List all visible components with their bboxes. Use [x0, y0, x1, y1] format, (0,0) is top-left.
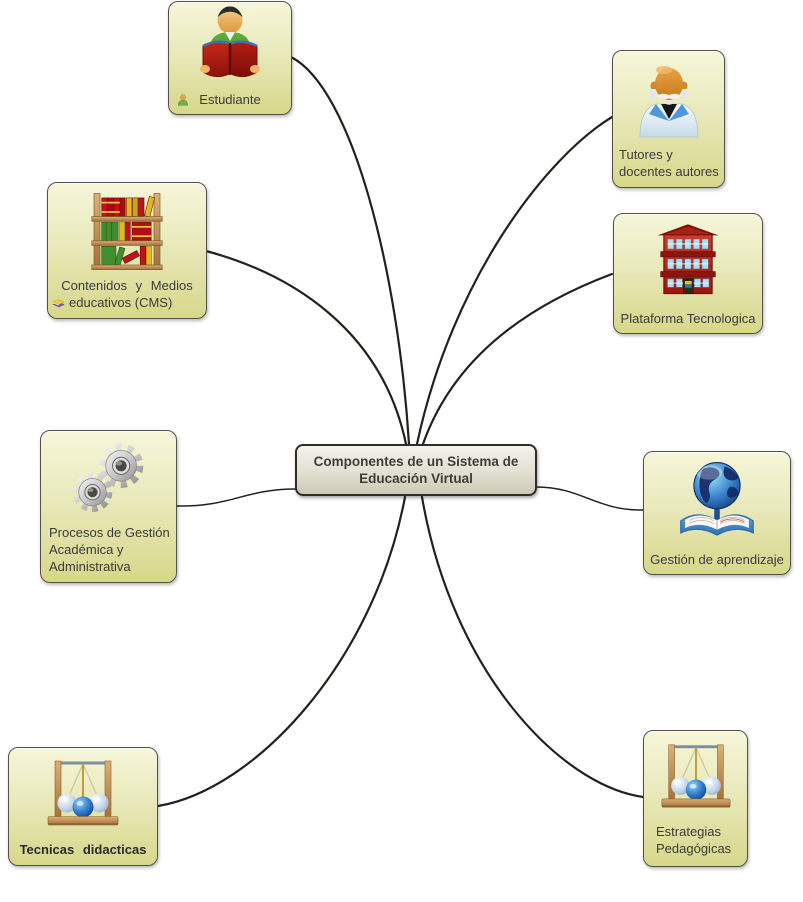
node-label: Plataforma Tecnologica: [620, 311, 756, 326]
building-icon: [646, 218, 730, 302]
node-label-line1: Contenidos y Medios: [61, 278, 193, 293]
professor-icon: [629, 59, 709, 139]
node-label-line2: Pedagógicas: [656, 841, 732, 856]
connector-estudiante: [291, 57, 409, 444]
connector-estrategias: [422, 497, 643, 797]
globe-book-icon: [673, 456, 761, 544]
node-label-line2: Académica y: [49, 542, 124, 557]
connector-contenidos: [206, 251, 406, 444]
node-label-line1: Tutores y: [619, 147, 673, 162]
central-topic-line1: Componentes de un Sistema de: [313, 454, 519, 469]
newton-cradle-icon: [657, 737, 735, 815]
student-reading-icon: [190, 5, 270, 85]
node-label: Tecnicas didacticas: [19, 842, 147, 857]
node-label-line1: Estrategias: [656, 824, 722, 839]
connector-plataforma: [423, 274, 612, 444]
node-gestion-aprendizaje[interactable]: [643, 451, 791, 575]
connector-gestion: [536, 487, 644, 510]
node-label: Gestión de aprendizaje: [650, 552, 784, 567]
node-label-line2: educativos (CMS): [69, 295, 173, 310]
node-label: Estudiante: [199, 92, 261, 107]
person-small-icon: [176, 93, 190, 107]
node-estrategias-pedagogicas[interactable]: [643, 730, 748, 867]
node-estudiante[interactable]: [168, 1, 292, 115]
connector-tecnicas: [158, 497, 405, 806]
node-tecnicas-didacticas[interactable]: [8, 747, 158, 866]
node-central-topic[interactable]: [295, 444, 537, 496]
node-contenidos-medios[interactable]: [47, 182, 207, 319]
books-small-icon: [51, 295, 66, 310]
bookshelf-icon: [83, 188, 171, 276]
newton-cradle-icon: [43, 753, 123, 833]
node-label-line2: docentes autores: [619, 164, 719, 179]
node-label-line1: Procesos de Gestión: [49, 525, 170, 540]
connector-procesos: [176, 489, 296, 506]
node-tutores-docentes[interactable]: [612, 50, 725, 188]
gears-icon: [65, 435, 153, 523]
node-label-line3: Administrativa: [49, 559, 131, 574]
node-procesos-gestion[interactable]: [40, 430, 177, 583]
central-topic-line2: Educación Virtual: [359, 471, 473, 486]
node-plataforma-tecnologica[interactable]: [613, 213, 763, 334]
